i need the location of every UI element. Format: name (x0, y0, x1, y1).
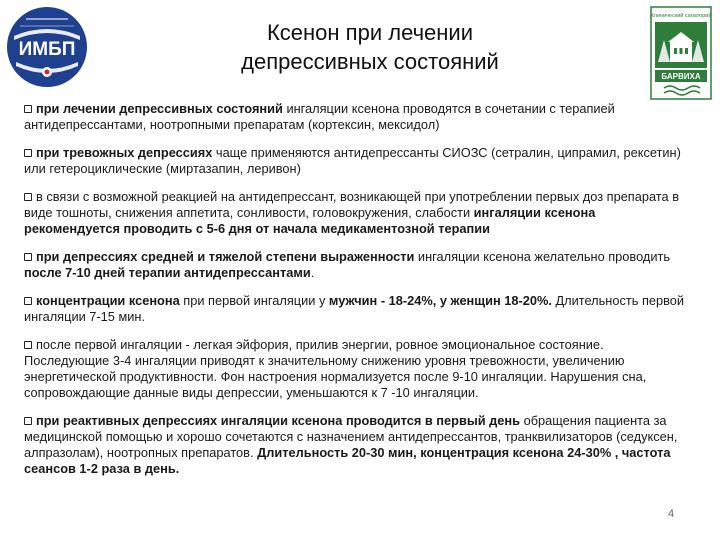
title-line-1: Ксенон при лечении (266, 20, 473, 45)
title-line-2: депрессивных состояний (241, 49, 499, 74)
imbp-logo (6, 6, 88, 88)
bullet-item: при лечении депрессивных состояний ингаляции ксенона проводятся в сочетании с терапией антидепрессантами, ноотропными препаратам (кортексин, мексидол) (24, 101, 615, 132)
barvikha-logo (650, 6, 712, 100)
page-title (190, 18, 550, 76)
checkbox-bullet-icon (24, 149, 32, 157)
bullet-item: при депрессиях средней и тяжелой степени выраженности ингаляции ксенона желательно проводить после 7-10 дней терапии антидепрессантами. (24, 249, 671, 280)
bullet-item: при реактивных депрессиях ингаляции ксенона проводится в первый день обращения пациента за медицинской помощью и хорошо сочетаются с назначением антидепрессантов, транквилизаторов (седуксен, алпразолам), ноотропных препаратов. Длительность 20-30 мин, концентрация ксенона 24-30% , частота сеансов 1-2 раза в день. (24, 413, 678, 476)
barvikha-bottom-text: БАРВИХА (661, 72, 701, 81)
checkbox-bullet-icon (24, 253, 32, 261)
imbp-logo-text: ИМБП (18, 39, 76, 60)
bullet-item: в связи с возможной реакцией на антидепрессант, возникающей при употреблении первых доз препарата в виде тошноты, снижения аппетита, сонливости, головокружения, слабости ингаляции ксенона рекомендуется проводить с 5-6 дня от начала медикаментозной терапии (24, 189, 679, 236)
page-number: 4 (668, 508, 675, 520)
bullet-item: после первой ингаляции - легкая эйфория, прилив энергии, ровное эмоциональное состояние. Последующие 3-4 ингаляции приводят к значительному снижению уровня тревожности, увеличению энергетической продуктивности. Фон настроения нормализуется после 9-10 ингаляции. Нарушения сна, сопровождающие данные виды депрессии, уменьшаются к 7 -10 ингаляции. (24, 337, 647, 400)
checkbox-bullet-icon (24, 417, 32, 425)
bullet-item: при тревожных депрессиях чаще применяются антидепрессанты СИОЗС (сетралин, ципрамил, рексетин) или гетероциклические (миртазапин, леривон) (24, 145, 681, 176)
barvikha-top-text: Клинический санаторий (650, 13, 712, 19)
bullet-list (24, 101, 688, 489)
checkbox-bullet-icon (24, 105, 32, 113)
bullet-item: концентрации ксенона при первой ингаляции у мужчин - 18-24%, у женщин 18-20%. Длительность первой ингаляции 7-15 мин. (24, 293, 685, 324)
checkbox-bullet-icon (24, 341, 32, 349)
checkbox-bullet-icon (24, 297, 32, 305)
checkbox-bullet-icon (24, 193, 32, 201)
